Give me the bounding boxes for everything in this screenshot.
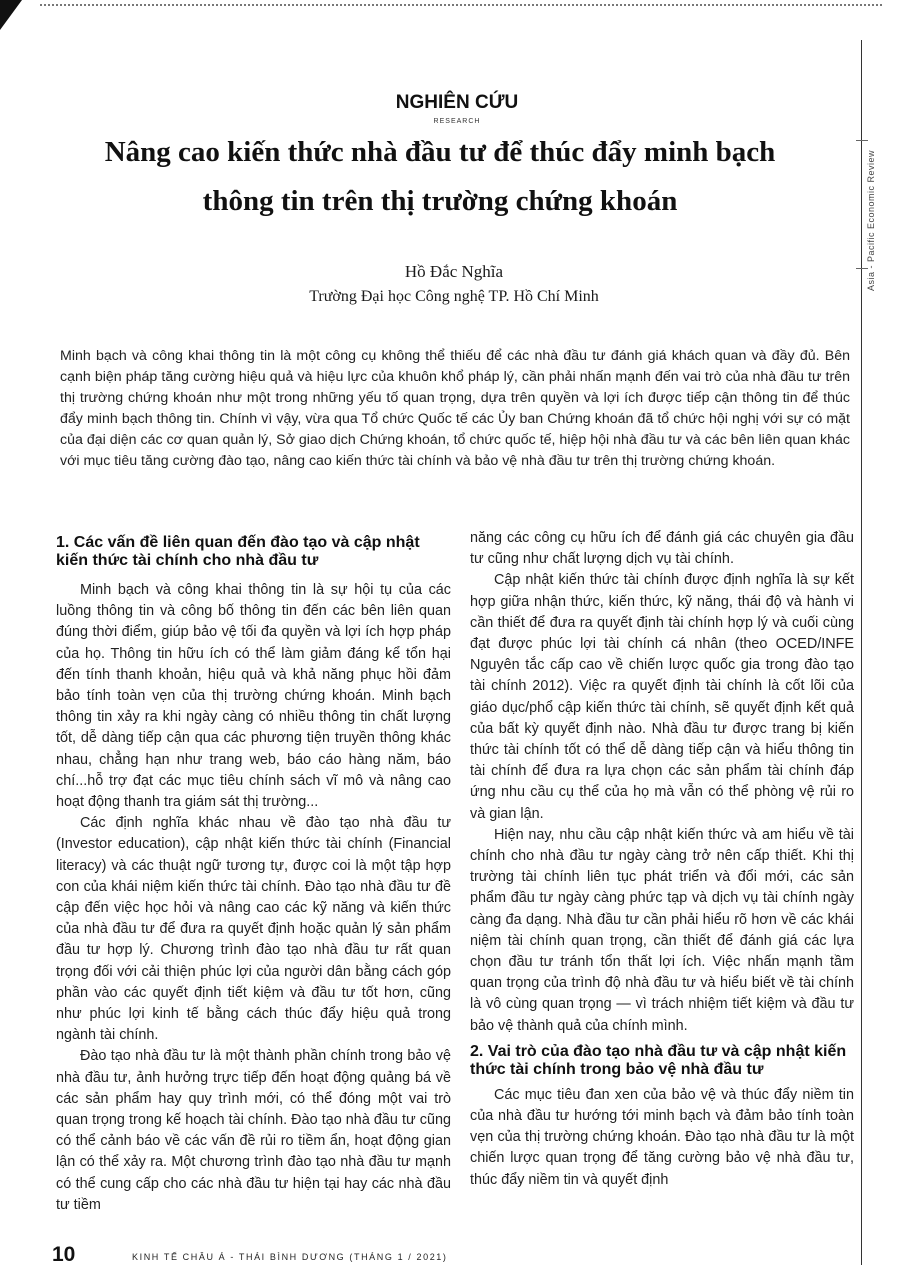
section-heading-1: 1. Các vấn đề liên quan đến đào tạo và cập nhật kiến thức tài chính cho nhà đầu tư	[56, 534, 420, 569]
author-name: Hồ Đắc Nghĩa	[404, 262, 504, 281]
side-tick	[856, 140, 868, 141]
side-journal-label: Asia - Pacific Economic Review	[866, 150, 876, 292]
section-label-en: RESEARCH	[433, 118, 481, 125]
paragraph: Các mục tiêu đan xen của bảo vệ và thúc đẩy niềm tin của nhà đầu tư hướng tới minh bạch và đảm bảo tính toàn vẹn của thị trường chứng khoán. Đào tạo nhà đầu tư là một chiến lược quan trọng để tăng cường bảo vệ nhà đầu tư, thúc đẩy niềm tin và quyết định	[470, 1086, 854, 1188]
abstract: Minh bạch và công khai thông tin là một công cụ không thể thiếu để các nhà đầu tư đánh giá khách quan và đầy đủ. Bên cạnh biện pháp tăng cường hiệu quả và hiệu lực của khuôn khổ pháp lý, cần phải nhấn mạnh đến vai trò của nhà đầu tư trên thị trường chứng khoán như một trong những yếu tố quan trọng, dựa trên quyền và lợi ích được tiếp cận thông tin để thúc đẩy minh bạch thông tin. Chính vì vậy, vừa qua Tổ chức Quốc tế các Ủy ban Chứng khoán đã tổ chức hội nghị với sự có mặt của đại diện các cơ quan quản lý, Sở giao dịch Chứng khoán, tổ chức quốc tế, hiệp hội nhà đầu tư và các bên liên quan khác với mục tiêu tăng cường đào tạo, nâng cao kiến thức tài chính và bảo vệ nhà đầu tư trên thị trường chứng khoán.	[60, 348, 850, 469]
paragraph: Hiện nay, nhu cầu cập nhật kiến thức và am hiểu về tài chính cho nhà đầu tư ngày càng trở nên cấp thiết. Khi thị trường tài chính liên tục phát triển và đổi mới, các sản phẩm đầu tư ngày càng phức tạp và dịch vụ tài chính ngày càng đa dạng. Nhà đầu tư cần phải hiểu rõ hơn về các khái niệm tài chính quan trọng, cần thiết để đánh giá các lựa chọn đầu tư tránh tổn thất lợi ích. Việc nhấn mạnh tầm quan trọng của trình độ nhà đầu tư và hiểu biết về tài chính là vô cùng quan trọng — vì trách nhiệm tiết kiệm và đầu tư bảo vệ thành quả của chính mình.	[470, 826, 854, 1034]
top-rule	[40, 4, 882, 6]
page-number: 10	[52, 1243, 76, 1266]
paragraph: Đào tạo nhà đầu tư là một thành phần chính trong bảo vệ nhà đầu tư, ảnh hưởng trực tiếp đến hoạt động quảng bá về các sản phẩm hay quy trình mới, có thể đóng một vai trò quan trọng trong kế hoạch tài chính. Đào tạo nhà đầu tư cũng có thể cảnh báo về các vấn đề rủi ro tiềm ẩn, hoạt động gian lận có thể xảy ra. Một chương trình đào tạo nhà đầu tư mạnh có thể cung cấp cho các nhà đầu tư hiện tại hay các nhà đầu tư tiềm	[56, 1048, 451, 1213]
right-column	[470, 528, 854, 1191]
paragraph-continued: năng các công cụ hữu ích để đánh giá các chuyên gia đầu tư cũng như chất lượng dịch vụ tài chính.	[470, 530, 854, 568]
article-title-line-1: Nâng cao kiến thức nhà đầu tư để thúc đẩy minh bạch	[104, 136, 776, 168]
paragraph: Các định nghĩa khác nhau về đào tạo nhà đầu tư (Investor education), cập nhật kiến thức tài chính (Financial literacy) và các thuật ngữ tương tự, được coi là một tập hợp con của khái niệm kiến thức tài chính. Đào tạo nhà đầu tư đề cập đến việc học hỏi và nâng cao các kỹ năng và kiến thức của nhà đầu tư để đưa ra quyết định hoặc quản lý sản phẩm đầu tư hợp lý. Chương trình đào tạo nhà đầu tư rất quan trọng đối với cải thiện phúc lợi của người dân bằng cách góp phần vào các quyết định tiết kiệm và đầu tư tốt hơn, cũng như phúc lợi kinh tế bằng cách thúc đẩy hiệu quả trong ngành tài chính.	[56, 815, 451, 1044]
section-label: NGHIÊN CỨU	[395, 92, 519, 113]
section-heading-2: 2. Vai trò của đào tạo nhà đầu tư và cập nhật kiến thức tài chính trong bảo vệ nhà đầu tư	[470, 1042, 847, 1078]
author-affiliation: Trường Đại học Công nghệ TP. Hồ Chí Minh	[309, 288, 599, 305]
journal-footer: KINH TẾ CHÂU Á - THÁI BÌNH DƯƠNG (THÁNG 1 / 2021)	[132, 1252, 448, 1262]
paragraph: Minh bạch và công khai thông tin là sự hội tụ của các luồng thông tin và công bố thông tin đến các bên liên quan đúng thời điểm, giúp bảo vệ tối đa quyền và lợi ích hợp pháp của họ. Thông tin hữu ích có thể làm giảm đáng kể tổn hại đến tính thanh khoản, hiệu quả và khả năng phục hồi đảm bảo tính toàn vẹn của thị trường chứng khoán. Minh bạch thông tin xảy ra khi ngày càng có nhiều thông tin chất lượng tốt, dễ dàng tiếp cận qua các phương tiện truyền thông khác nhau, chẳng hạn như trang web, báo cáo hàng năm, báo chí...hỗ trợ đạt các mục tiêu chính sách vĩ mô và nâng cao hoạt động thanh tra giám sát thị trường...	[56, 582, 451, 811]
article-title-line-2: thông tin trên thị trường chứng khoán	[202, 185, 678, 217]
left-column	[56, 534, 451, 1216]
paragraph: Cập nhật kiến thức tài chính được định nghĩa là sự kết hợp giữa nhận thức, kiến thức, kỹ năng, thái độ và hành vi cần thiết để đưa ra quyết định tài chính hợp lý và cuối cùng đạt được phúc lợi tài chính cá nhân (theo OCED/INFE Nguyên tắc cấp cao về chiến lược quốc gia trong đào tạo tài chính 2012). Việc ra quyết định tài chính là cốt lõi của giáo dục/phổ cập kiến thức tài chính, sẽ quyết định kết quả của bất kỳ quyết định nào. Nhà đầu tư được trang bị kiến thức tài chính tốt có thể dễ dàng tiếp cận và hiểu thông tin tài chính để đưa ra lựa chọn các sản phẩm tài chính đáp ứng nhu cầu cụ thể của họ mà vẫn có thể phòng vệ rủi ro và gian lận.	[470, 572, 854, 822]
corner-crop-mark	[0, 0, 22, 30]
side-rule	[861, 40, 862, 1265]
